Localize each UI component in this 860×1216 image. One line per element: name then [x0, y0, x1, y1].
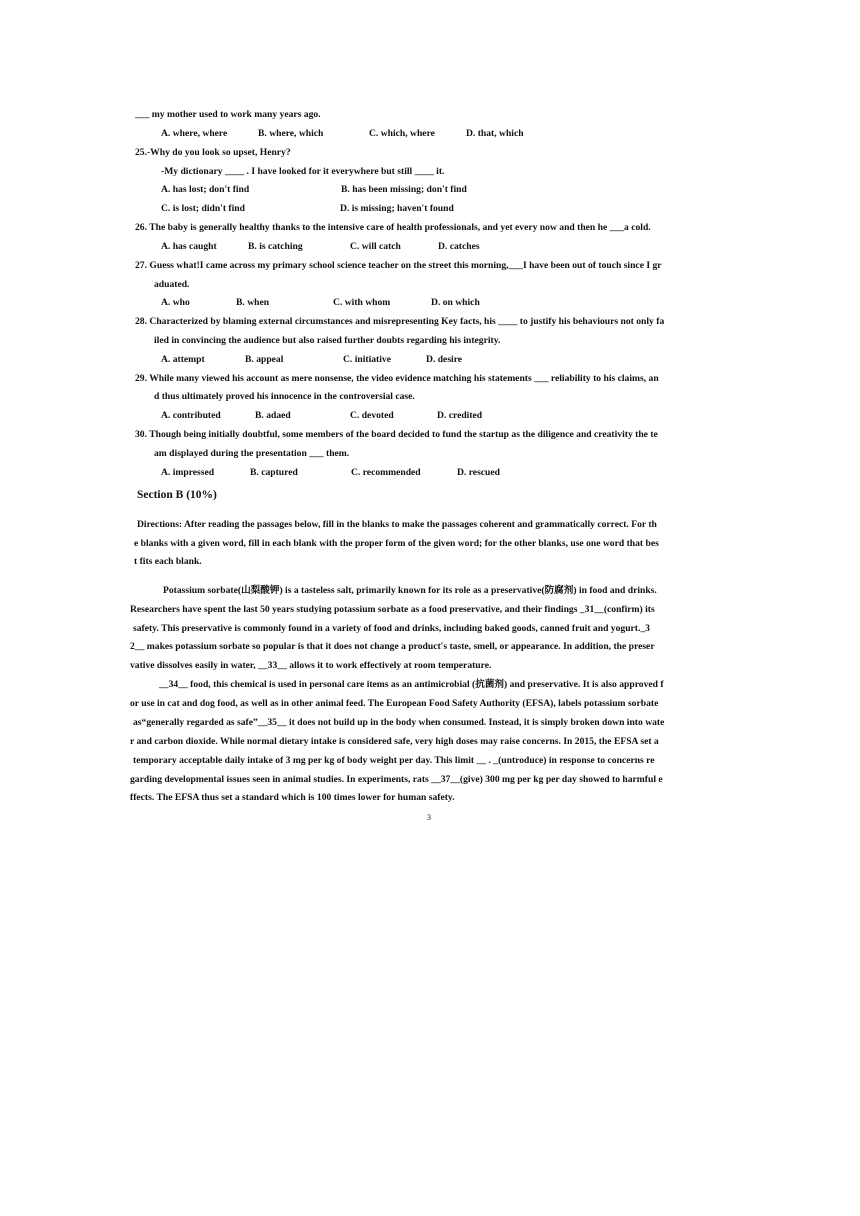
q25-option-d: D. is missing; haven't found	[340, 203, 454, 214]
q30-stem-cont: am displayed during the presentation ___ them.	[154, 448, 350, 459]
q24-option-d: D. that, which	[466, 128, 524, 139]
q28-option-a: A. attempt	[161, 354, 205, 365]
q25-option-c: C. is lost; didn't find	[161, 203, 245, 214]
directions-line: e blanks with a given word, fill in each blank with the proper form of the given word; for the other blanks, use one word that bes	[134, 538, 659, 549]
q24-stem: ___ my mother used to work many years ago.	[135, 109, 321, 120]
q27-option-a: A. who	[161, 297, 190, 308]
q29-option-b: B. adaed	[255, 410, 291, 421]
q28-stem: 28. Characterized by blaming external circumstances and misrepresenting Key facts, his ____ to justify his behaviours not only fa	[135, 316, 665, 327]
q29-option-d: D. credited	[437, 410, 483, 421]
passage-line: safety. This preservative is commonly found in a variety of food and drinks, including baked goods, canned fruit and yogurt._3	[133, 623, 650, 634]
passage-line: garding developmental issues seen in animal studies. In experiments, rats __37__(give) 300 mg per kg per day showed to harmful e	[130, 774, 663, 785]
passage-line: or use in cat and dog food, as well as in other animal feed. The European Food Safety Authority (EFSA), labels potassium sorbate	[130, 698, 659, 709]
passage-line: ffects. The EFSA thus set a standard which is 100 times lower for human safety.	[130, 792, 455, 803]
q27-option-b: B. when	[236, 297, 270, 308]
q26-option-a: A. has caught	[161, 241, 217, 252]
q24-option-b: B. where, which	[258, 128, 324, 139]
q26-option-d: D. catches	[438, 241, 480, 252]
q28-stem-cont: iled in convincing the audience but also raised further doubts regarding his integrity.	[154, 335, 501, 346]
q30-option-d: D. rescued	[457, 467, 500, 478]
q30-option-a: A. impressed	[161, 467, 215, 478]
passage-line: __34__ food, this chemical is used in personal care items as an antimicrobial (抗菌剂) and preservative. It is also approved f	[159, 679, 664, 690]
q24-option-c: C. which, where	[369, 128, 435, 139]
q28-option-d: D. desire	[426, 354, 463, 365]
q28-option-c: C. initiative	[343, 354, 391, 365]
q29-option-a: A. contributed	[161, 410, 221, 421]
q26-stem: 26. The baby is generally healthy thanks to the intensive care of health professionals, and yet every now and then he ___a cold.	[135, 222, 651, 233]
q28-option-b: B. appeal	[245, 354, 284, 365]
q27-stem-cont: aduated.	[154, 279, 190, 290]
directions-line: t fits each blank.	[134, 556, 202, 567]
q25-option-a: A. has lost; don't find	[161, 184, 250, 195]
section-b-title: Section B (10%)	[137, 489, 217, 501]
q27-option-c: C. with whom	[333, 297, 391, 308]
q30-stem: 30. Though being initially doubtful, some members of the board decided to fund the startup as the diligence and creativity the te	[135, 429, 658, 440]
q29-stem: 29. While many viewed his account as mere nonsense, the video evidence matching his statements ___ reliability to his claims, an	[135, 373, 659, 384]
q30-option-b: B. captured	[250, 467, 298, 478]
directions-line: Directions: After reading the passages below, fill in the blanks to make the passages coherent and grammatically correct. For th	[137, 519, 657, 530]
q27-option-d: D. on which	[431, 297, 480, 308]
q30-option-c: C. recommended	[351, 467, 421, 478]
passage-line: vative dissolves easily in water, __33__ allows it to work effectively at room temperature.	[130, 660, 492, 671]
q29-option-c: C. devoted	[350, 410, 394, 421]
q25-answer-line: -My dictionary ____ . I have looked for it everywhere but still ____ it.	[161, 166, 445, 177]
q24-option-a: A. where, where	[161, 128, 228, 139]
q26-option-c: C. will catch	[350, 241, 401, 252]
q26-option-b: B. is catching	[248, 241, 303, 252]
q29-stem-cont: d thus ultimately proved his innocence in the controversial case.	[154, 391, 415, 402]
passage-line: Researchers have spent the last 50 years studying potassium sorbate as a food preservative, and their findings _31__(confirm) its	[130, 604, 655, 615]
page-number: 3	[427, 813, 431, 822]
passage-line: 2__ makes potassium sorbate so popular is that it does not change a product's taste, smell, or appearance. In addition, the preser	[130, 641, 655, 652]
passage-line: Potassium sorbate(山梨酸钾) is a tasteless salt, primarily known for its role as a preservative(防腐剂) in food and drinks.	[163, 585, 657, 596]
passage-line: as“generally regarded as safe”__35__ it does not build up in the body when consumed. Instead, it is simply broken down into wate	[133, 717, 665, 728]
passage-line: temporary acceptable daily intake of 3 mg per kg of body weight per day. This limit __ . _(untroduce) in response to concerns re	[133, 755, 655, 766]
passage-line: r and carbon dioxide. While normal dietary intake is considered safe, very high doses may raise concerns. In 2015, the EFSA set a	[130, 736, 659, 747]
q27-stem: 27. Guess what!I came across my primary school science teacher on the street this morning,___I have been out of touch since I gr	[135, 260, 662, 271]
q25-option-b: B. has been missing; don't find	[341, 184, 467, 195]
q25-question: 25.-Why do you look so upset, Henry?	[135, 147, 291, 158]
